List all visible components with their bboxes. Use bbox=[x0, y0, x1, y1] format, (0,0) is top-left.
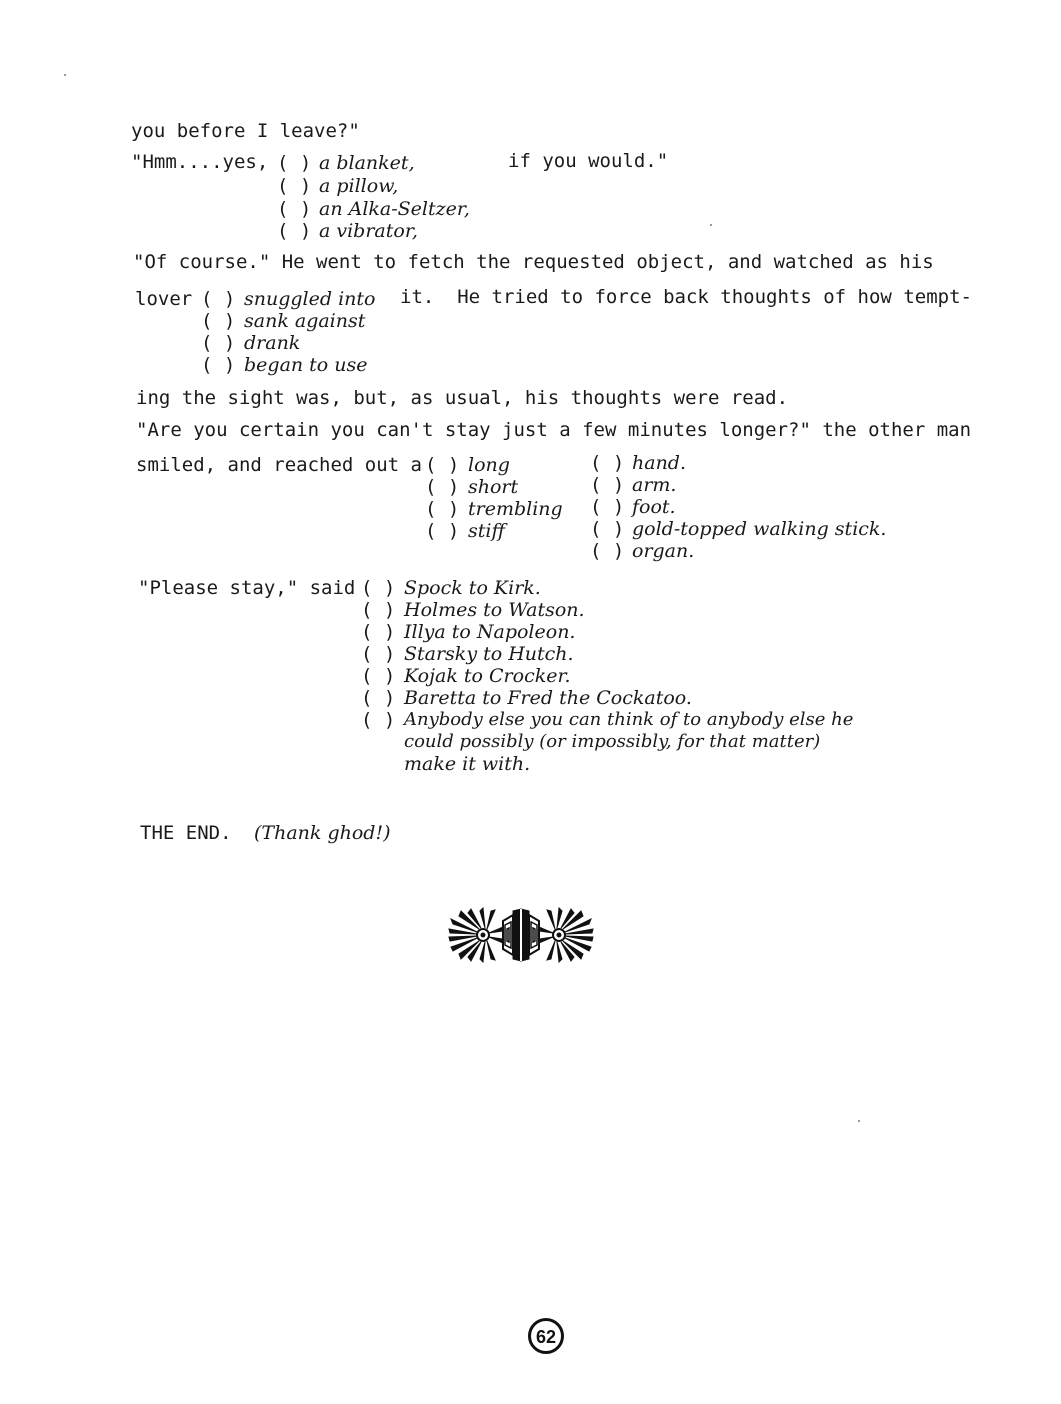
checkbox[interactable]: ( ) bbox=[590, 518, 625, 540]
option-text: an Alka-Seltzer, bbox=[319, 198, 470, 220]
option-text: Anybody else you can think of to anybody else he bbox=[404, 709, 854, 730]
text-line: "Hmm....yes, bbox=[131, 151, 269, 173]
option-text: snuggled into bbox=[244, 288, 376, 310]
option-text: a pillow, bbox=[319, 175, 399, 197]
page-number-badge bbox=[527, 1317, 565, 1355]
option-text: trembling bbox=[468, 498, 563, 520]
checkbox[interactable]: ( ) bbox=[361, 643, 396, 665]
checkbox[interactable]: ( ) bbox=[277, 152, 312, 174]
option-text: hand. bbox=[632, 452, 687, 474]
checkbox[interactable]: ( ) bbox=[590, 452, 625, 474]
text-line: "Of course." He went to fetch the requested object, and watched as his bbox=[133, 251, 934, 273]
option-text: drank bbox=[244, 332, 301, 354]
option-text: gold-topped walking stick. bbox=[632, 518, 887, 540]
option-text: Starsky to Hutch. bbox=[404, 643, 574, 665]
option-text: stiff bbox=[468, 520, 505, 542]
page-number: 62 bbox=[535, 1327, 557, 1347]
checkbox[interactable]: ( ) bbox=[201, 332, 236, 354]
option-text: Kojak to Crocker. bbox=[404, 665, 571, 687]
option-text: a vibrator, bbox=[319, 220, 418, 242]
checkbox[interactable]: ( ) bbox=[590, 474, 625, 496]
option-text: Baretta to Fred the Cockatoo. bbox=[404, 687, 692, 709]
checkbox[interactable]: ( ) bbox=[361, 709, 396, 731]
scan-speck bbox=[858, 1120, 860, 1122]
checkbox[interactable]: ( ) bbox=[277, 175, 312, 197]
checkbox[interactable]: ( ) bbox=[425, 498, 460, 520]
option-text: arm. bbox=[632, 474, 677, 496]
checkbox[interactable]: ( ) bbox=[361, 621, 396, 643]
text-line: "Please stay," said bbox=[138, 577, 356, 599]
text-line: if you would." bbox=[508, 150, 669, 172]
checkbox[interactable]: ( ) bbox=[201, 288, 236, 310]
option-text: foot. bbox=[632, 496, 676, 518]
option-text: began to use bbox=[244, 354, 368, 376]
option-text: organ. bbox=[632, 540, 695, 562]
option-text: Illya to Napoleon. bbox=[404, 621, 576, 643]
decorative-ornament-icon bbox=[447, 905, 595, 965]
scan-speck bbox=[710, 224, 712, 226]
checkbox[interactable]: ( ) bbox=[590, 496, 625, 518]
option-text: make it with. bbox=[404, 753, 531, 775]
end-heading: THE END. bbox=[140, 822, 232, 844]
checkbox[interactable]: ( ) bbox=[425, 520, 460, 542]
checkbox[interactable]: ( ) bbox=[201, 354, 236, 376]
option-text: short bbox=[468, 476, 519, 498]
end-note: (Thank ghod!) bbox=[254, 822, 391, 844]
option-text: Holmes to Watson. bbox=[404, 599, 585, 621]
text-line: "Are you certain you can't stay just a few minutes longer?" the other man bbox=[136, 419, 972, 441]
checkbox[interactable]: ( ) bbox=[361, 665, 396, 687]
option-text: could possibly (or impossibly, for that matter) bbox=[404, 731, 821, 752]
option-text: sank against bbox=[244, 310, 366, 332]
checkbox[interactable]: ( ) bbox=[361, 577, 396, 599]
option-text: Spock to Kirk. bbox=[404, 577, 541, 599]
text-line: smiled, and reached out a bbox=[136, 454, 422, 476]
checkbox[interactable]: ( ) bbox=[425, 476, 460, 498]
option-text: a blanket, bbox=[319, 152, 415, 174]
text-line: it. He tried to force back thoughts of how tempt- bbox=[400, 286, 972, 308]
checkbox[interactable]: ( ) bbox=[590, 540, 625, 562]
checkbox[interactable]: ( ) bbox=[277, 220, 312, 242]
scan-speck bbox=[64, 74, 66, 76]
option-text: long bbox=[468, 454, 510, 476]
left-ornament-half bbox=[449, 908, 521, 962]
checkbox[interactable]: ( ) bbox=[361, 687, 396, 709]
text-line: you before I leave?" bbox=[131, 120, 360, 142]
text-line: lover bbox=[135, 288, 193, 310]
checkbox[interactable]: ( ) bbox=[361, 599, 396, 621]
checkbox[interactable]: ( ) bbox=[277, 198, 312, 220]
checkbox[interactable]: ( ) bbox=[425, 454, 460, 476]
right-ornament-half bbox=[521, 908, 593, 962]
checkbox[interactable]: ( ) bbox=[201, 310, 236, 332]
text-line: ing the sight was, but, as usual, his thoughts were read. bbox=[136, 387, 789, 409]
